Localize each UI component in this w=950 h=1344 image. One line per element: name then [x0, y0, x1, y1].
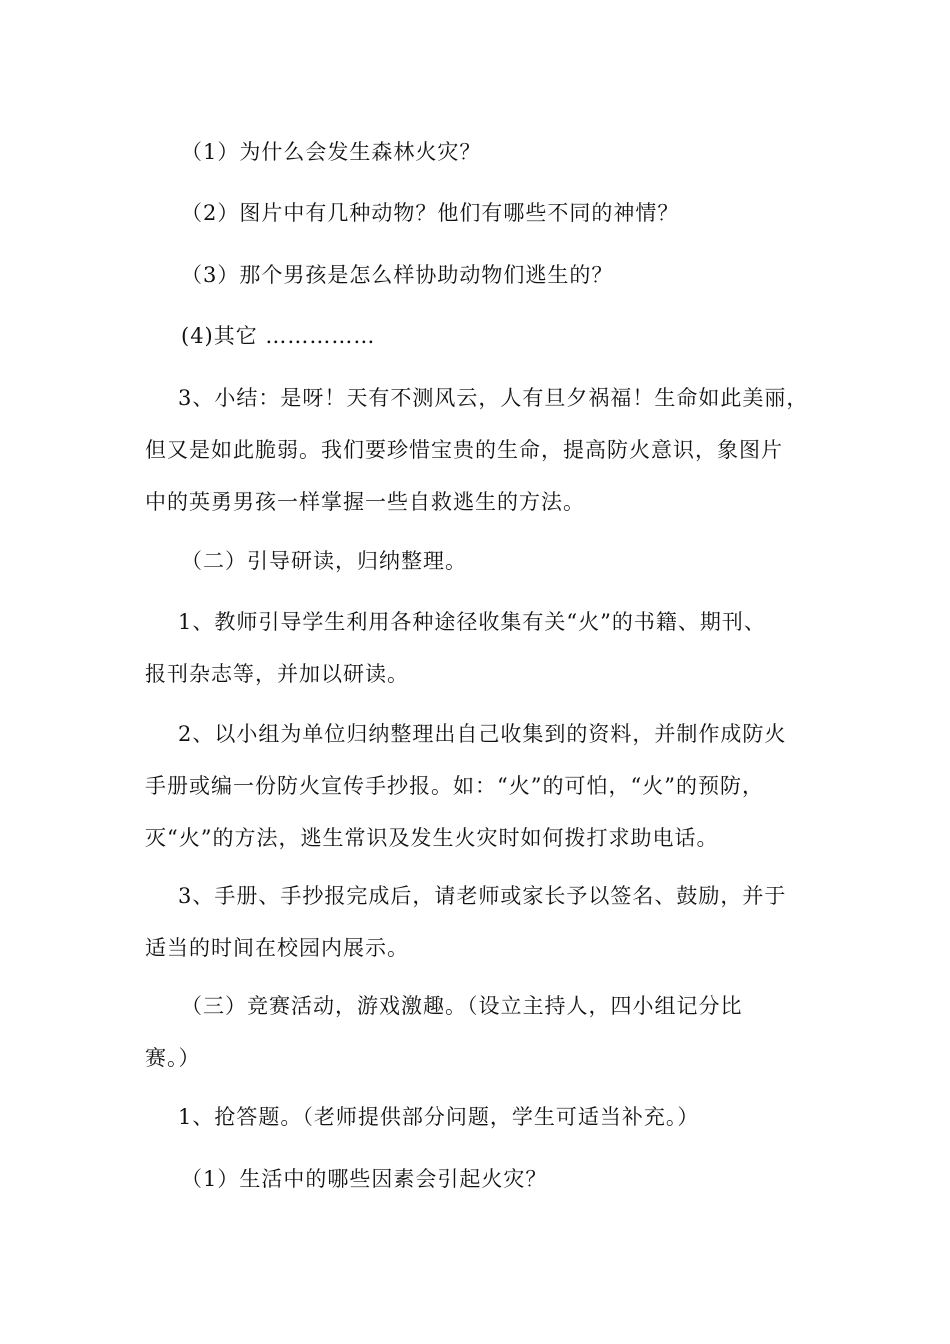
text-line: 中的英勇男孩一样掌握一些自救逃生的方法。: [145, 490, 585, 514]
text-line: 1、抢答题。（老师提供部分问题，学生可适当补充。）: [178, 1105, 700, 1129]
text-line: 但又是如此脆弱。我们要珍惜宝贵的生命，提高防火意识，象图片: [145, 438, 783, 462]
text-line: 1、教师引导学生利用各种途径收集有关“火”的书籍、期刊、: [178, 610, 766, 634]
question-1: [0, 126, 950, 178]
quiz-item-1: [0, 1091, 950, 1143]
text-line: （1）生活中的哪些因素会引起火灾？: [181, 1167, 548, 1191]
quiz-question-1: [0, 1153, 950, 1205]
text-line: 报刊杂志等，并加以研读。: [145, 662, 409, 686]
text-line: （二）引导研读，归纳整理。: [181, 549, 467, 573]
text-line: 赛。）: [145, 1046, 201, 1070]
text-line: 适当的时间在校园内展示。: [145, 936, 409, 960]
text-line: 手册或编一份防火宣传手抄报。如：“火”的可怕，“火”的预防，: [145, 774, 764, 798]
text-line: (4)其它 ……………: [181, 324, 376, 348]
text-line: 3、手册、手抄报完成后，请老师或家长予以签名、鼓励，并于: [178, 884, 787, 908]
section-heading-3: [0, 980, 950, 1084]
question-2: [0, 187, 950, 239]
question-4: [0, 310, 950, 362]
text-line: （1）为什么会发生森林火灾？: [181, 140, 482, 164]
step-2-paragraph: [0, 708, 950, 864]
step-3-paragraph: [0, 870, 950, 974]
text-line: 3、小结：是呀！天有不测风云，人有旦夕祸福！生命如此美丽，: [178, 386, 809, 410]
summary-paragraph: [0, 372, 950, 528]
section-heading-2: [0, 535, 950, 587]
text-line: 2、以小组为单位归纳整理出自己收集到的资料，并制作成防火: [178, 722, 787, 746]
text-line: （三）竞赛活动，游戏激趣。（设立主持人，四小组记分比: [181, 994, 743, 1018]
step-1-paragraph: [0, 596, 950, 700]
text-line: （3）那个男孩是怎么样协助动物们逃生的？: [181, 263, 614, 287]
question-3: [0, 249, 950, 301]
text-line: 灭“火”的方法，逃生常识及发生火灾时如何拨打求助电话。: [145, 826, 719, 850]
text-line: （2）图片中有几种动物？他们有哪些不同的神情？: [181, 201, 680, 225]
